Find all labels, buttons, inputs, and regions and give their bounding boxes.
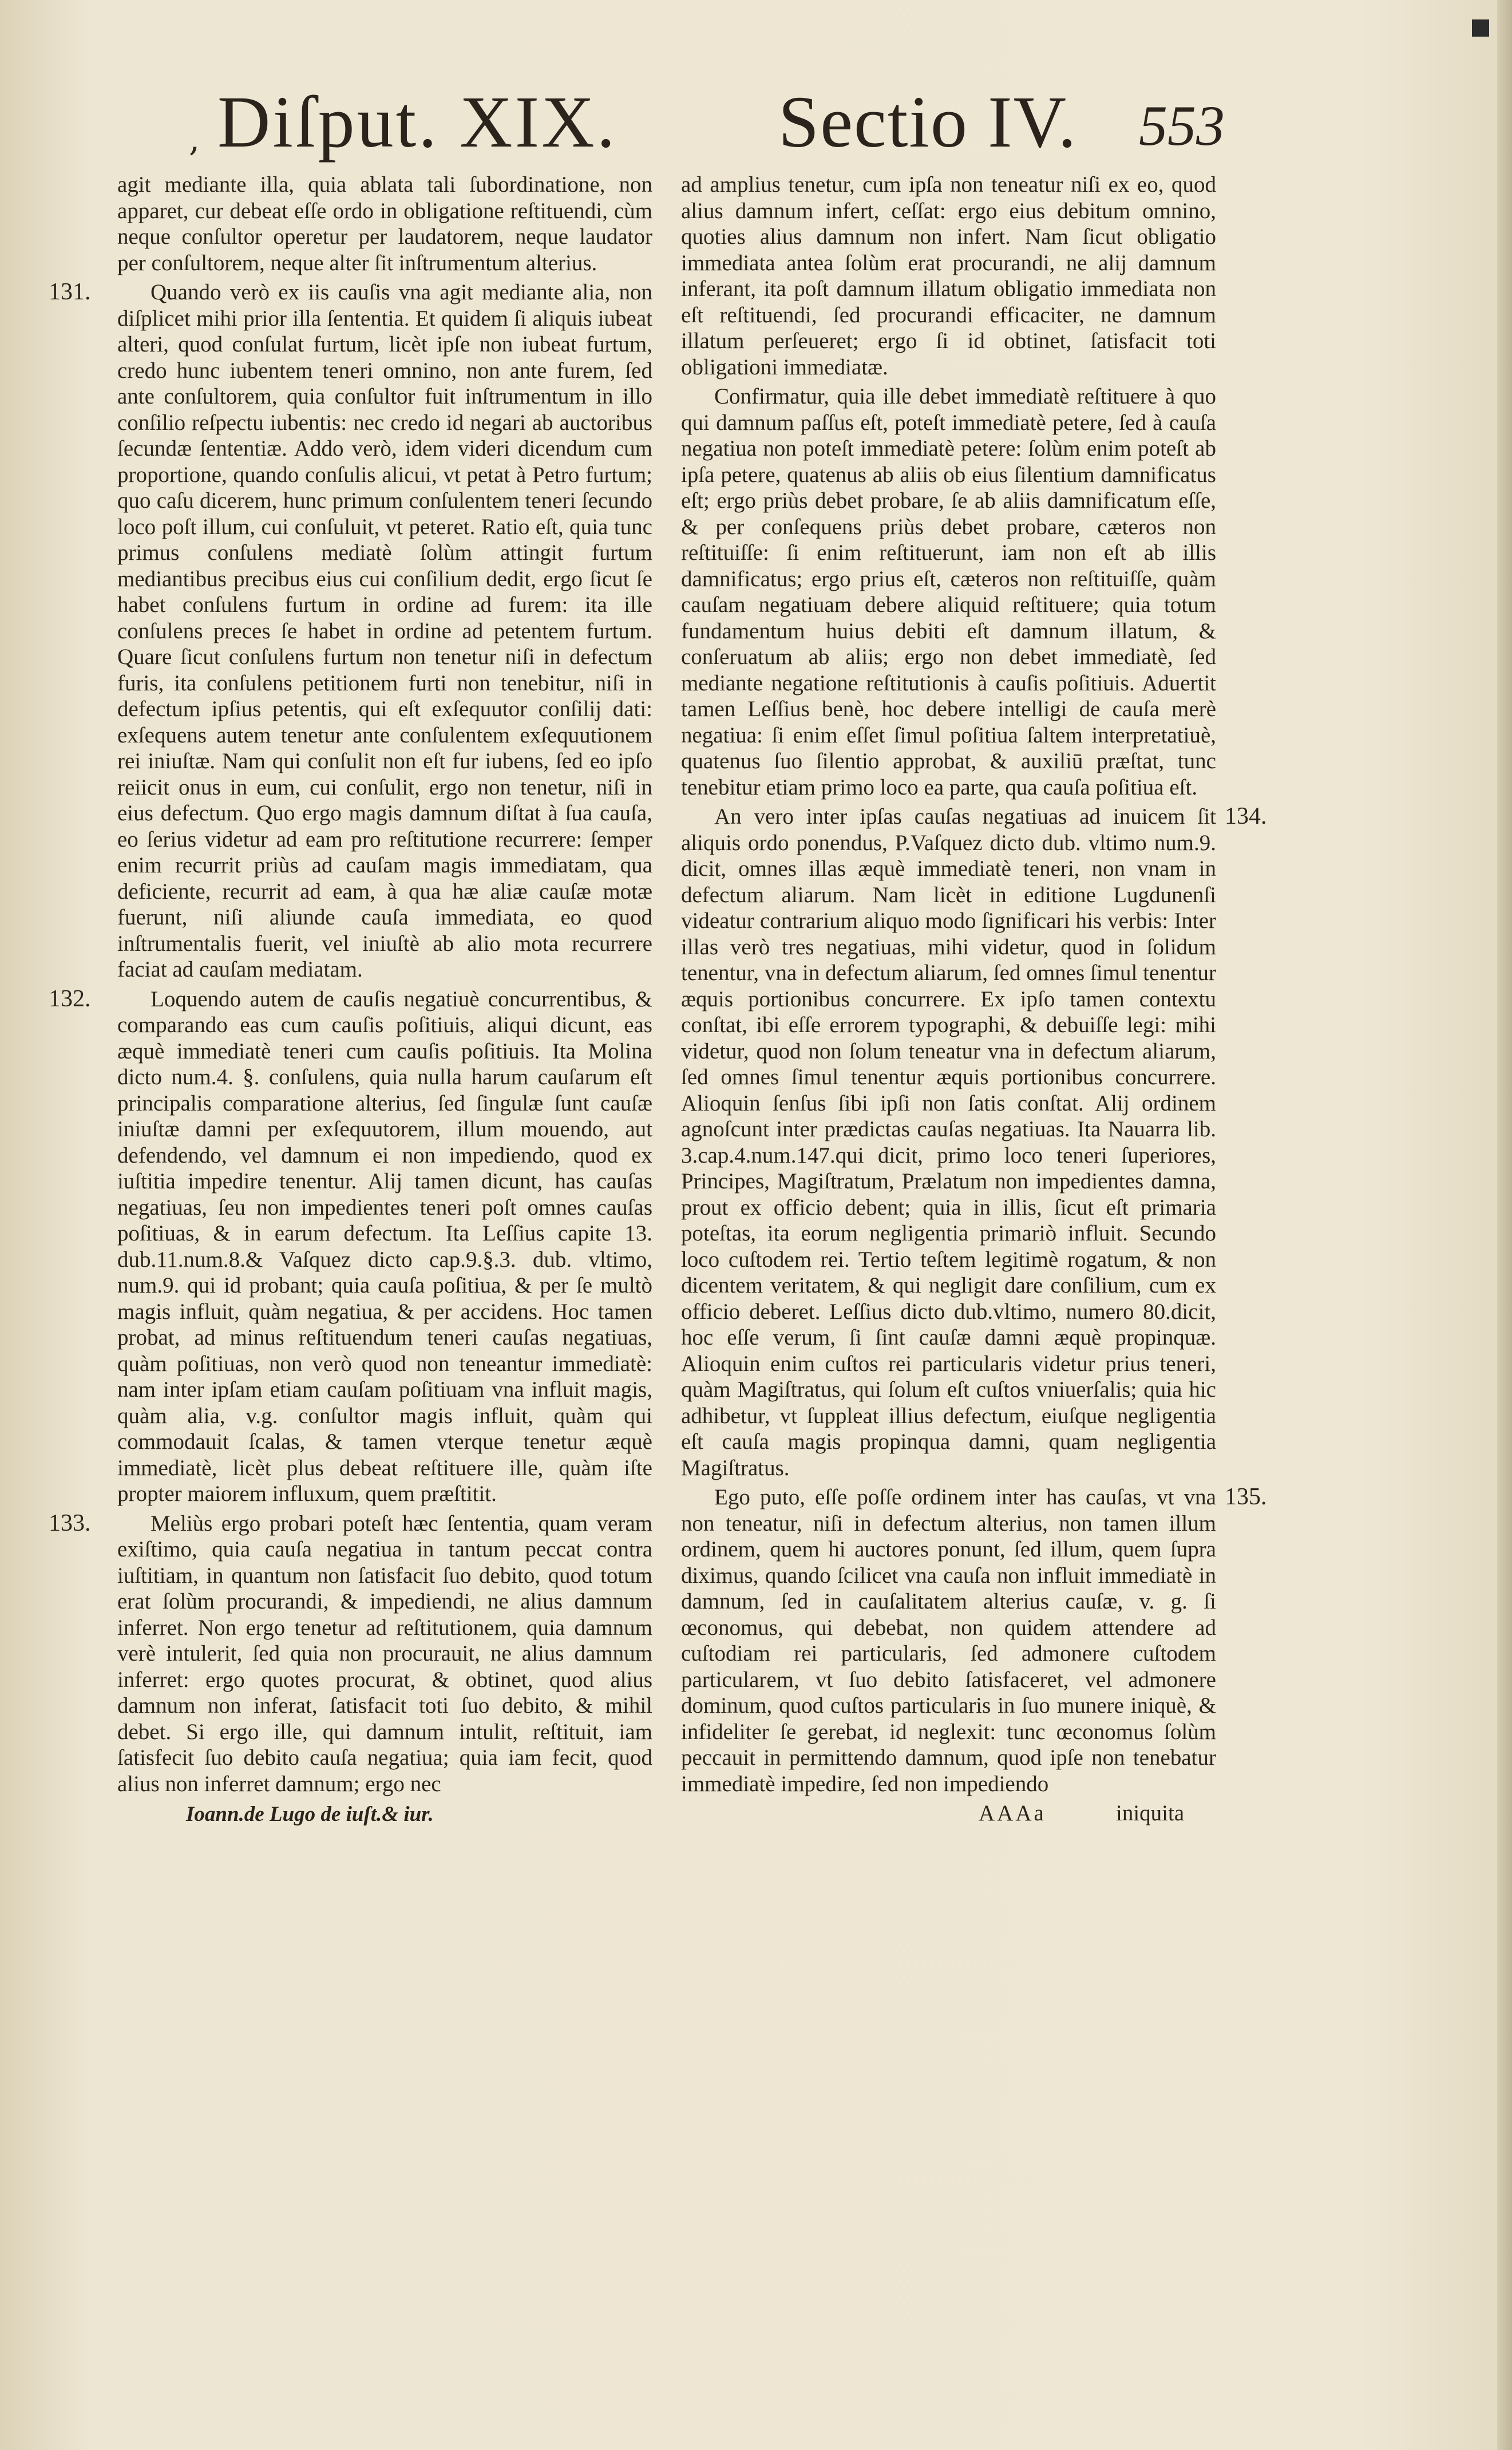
page-number: 553	[1139, 94, 1225, 157]
header-disputation: Diſput. XIX.	[217, 81, 618, 163]
corner-mark	[1472, 19, 1489, 37]
paragraph-text: Loquendo autem de cauſis negatiuè concurrentibus, & comparando eas cum cauſis poſitiuis, aliqui dicunt, eas æquè immediatè teneri cum cauſis poſitiuis. Ita Molina dicto num.4. §. conſulens, quia nulla harum cauſarum eſt principalis comparatione alterius, ſed ſingulæ ſunt cauſæ iniuſtæ damni per exſequutorem, illum mouendo, aut defendendo, vel damnum ei non impediendo, quod ex iuſtitia impedire tenentur. Alij tamen dicunt, has cauſas negatiuas, ſeu non impedientes teneri poſt omnes cauſas poſitiuas, & in earum defectum. Ita Leſſius capite 13. dub.11.num.8.& Vaſquez dicto cap.9.§.3. dub. vltimo, num.9. qui id probant; quia cauſa poſitiua, & per ſe multò magis influit, quàm negatiua, & per accidens. Hoc tamen probat, ad minus reſtituendum teneri cauſas negatiuas, quàm poſitiuas, non verò quod non teneantur immediatè: nam inter ipſam etiam cauſam poſitiuam vna influit magis, quàm alia, v.g. conſultor magis influit, quàm qui commodauit ſcalas, & tamen vterque tenetur æquè immediatè, licèt plus debeat reſtituere ille, quàm iſte propter maiorem influxum, quem præſtitit.	[117, 986, 652, 1506]
paragraph-number: 134.	[1225, 803, 1267, 829]
header-section: Sectio IV.	[778, 81, 1078, 163]
paragraph-text: Confirmatur, quia ille debet immediatè reſtituere à quo qui damnum paſſus eſt, poteſt immediatè petere, ſed à cauſa negatiua non poteſt immediatè petere: ſolùm enim poteſt ab ipſa petere, quatenus ab aliis ob eius ſilentium damnificatus eſt; ergo priùs debet probare, ſe ab aliis damnificatum eſſe, & per conſequens priùs debet probare, cæteros non reſtituiſſe: ſi enim reſtituerunt, iam non eſt ab illis damnificatus; ergo prius eſt, cæteros non reſtituiſſe, quàm cauſam negatiuam debere aliquid reſtituere; quia totum fundamentum huius debiti eſt damnum illatum, & conſeruatum ab aliis; ergo non debet immediatè, ſed mediante negatione reſtitutionis à cauſis poſitiuis. Aduertit tamen Leſſius benè, hoc debere intelligi de cauſa merè negatiua: ſi enim eſſet ſimul poſitiua ſaltem interpretatiuè, quatenus ſuo ſilentio approbat, & auxiliū præſtat, tunc tenebitur etiam primo loco ea parte, qua cauſa poſitiua eſt.	[681, 384, 1216, 800]
author-signature: Ioann.de Lugo de iuſt.& iur.	[186, 1803, 434, 1826]
paragraph	[49, 985, 652, 1507]
paragraph	[681, 1484, 1267, 1797]
paragraph-number: 132.	[49, 985, 91, 1012]
paragraph	[117, 172, 652, 276]
paragraph-number: 135.	[1225, 1484, 1267, 1510]
header-mark: ,	[189, 119, 200, 159]
left-column	[49, 172, 652, 1828]
paragraph-text: An vero inter ipſas cauſas negatiuas ad inuicem ſit aliquis ordo ponendus, P.Vaſquez dicto dub. vltimo num.9. dicit, omnes illas æquè immediatè teneri, non vnam in defectum aliarum. Nam licèt in editione Lugdunenſi videatur contrarium aliquo modo ſignificari his verbis: Inter illas verò tres negatiuas, mihi videtur, quod in ſolidum tenentur, vna in defectum aliarum, ſed omnes ſimul tenentur æquis portionibus concurrere. Ex ipſo tamen contextu conſtat, ibi eſſe errorem typographi, & debuiſſe legi: mihi videtur, quod non ſolum teneatur vna in defectum aliarum, ſed omnes ſimul tenentur æquis portionibus concurrere. Alioquin ſenſus ſibi ipſi non ſatis conſtat. Alij ordinem agnoſcunt inter prædictas cauſas negatiuas. Ita Nauarra lib. 3.cap.4.num.147.qui dicit, primo loco teneri ſuperiores, Principes, Magiſtratum, Prælatum non impedientes damna, prout ex officio debent; quia in illis, ſicut eſt primaria poteſtas, ita eorum negligentia primariò influit. Secundo loco cuſtodem rei. Tertio teſtem legitimè rogatum, & non dicentem veritatem, & qui negligit dare conſilium, cum ex officio deberet. Leſſius dicto dub.vltimo, numero 80.dicit, hoc eſſe verum, ſi ſint cauſæ damni æquè propinquæ. Alioquin enim cuſtos rei particularis videtur prius teneri, quàm Magiſtratus, qui ſolum eſt cuſtos vniuerſalis; quia hic adhibetur, vt ſuppleat illius defectum, eiuſque negligentia eſt cauſa magis propinqua damni, quam negligentia Magiſtratus.	[681, 804, 1216, 1480]
paragraph-number: 131.	[49, 279, 91, 305]
catchword: iniquita	[1116, 1801, 1185, 1825]
paragraph-text: Ego puto, eſſe poſſe ordinem inter has cauſas, vt vna non teneatur, niſi in defectum alterius, non tamen illum ordinem, quem hi auctores ponunt, ſed illum, quem ſupra diximus, quando ſcilicet vna cauſa non influit immediatè in damnum, ſed in cauſalitatem alterius cauſæ, v. g. ſi œconomus, qui debebat, non quidem attendere ad cuſtodiam rei particularis, ſed admonere cuſtodem particularem, vt ſuo debito ſatisfaceret, vel admonere dominum, quod cuſtos particularis in ſuo munere iniquè, & infideliter ſe gerebat, id neglexit: tunc œconomus ſolùm peccauit in permittendo damnum, quod ipſe non tenebatur immediatè impedire, ſed non impediendo	[681, 1485, 1216, 1796]
paragraph	[681, 172, 1216, 380]
paragraph-text: agit mediante illa, quia ablata tali ſubordinatione, non apparet, cur debeat eſſe ordo in obligatione reſtituendi, cùm neque conſultor operetur per laudatorem, neque laudator per conſultorem, neque alter ſit inſtrumentum alterius.	[117, 172, 652, 275]
page-edge	[1497, 0, 1512, 2450]
paragraph	[681, 803, 1267, 1481]
paragraph-number: 133.	[49, 1509, 91, 1536]
right-column	[681, 172, 1267, 1829]
paragraph	[49, 279, 652, 983]
paragraph-text: Meliùs ergo probari poteſt hæc ſententia, quam veram exiſtimo, quia cauſa negatiua in tantum peccat contra iuſtitiam, in quantum non ſatisfacit ſuo debito, quod totum erat ſolùm procurandi, & impediendi, ne alius damnum inferret. Non ergo tenetur ad reſtitutionem, quia damnum verè intulerit, ſed quia non procurauit, ne alius damnum inferret: ergo quotes procurat, & obtinet, quod alius damnum non inferat, ſatisfacit toti ſuo debito, & mihil debet. Si ergo ille, qui damnum intulit, reſtituit, iam ſatisfecit ſuo debito cauſa negatiua; quia iam fecit, quod alius non inferret damnum; ergo nec	[117, 1511, 652, 1796]
page-footer	[681, 1800, 1216, 1829]
paragraph	[681, 384, 1216, 800]
paragraph	[49, 1509, 652, 1797]
paragraph-text: Quando verò ex iis cauſis vna agit mediante alia, non diſplicet mihi prior illa ſententia. Et quidem ſi aliquis iubeat alteri, quod conſulat furtum, licèt ipſe non iubeat furtum, credo hunc iubentem teneri omnino, non ante furem, ſed ante conſultorem, quia conſultor fuit inſtrumentum in illo conſilio reſpectu iubentis: nec credo id negari ab auctoribus ſecundæ ſententiæ. Addo verò, idem videri dicendum cum proportione, quando conſulis alicui, vt petat à Petro furtum; quo caſu dicerem, hunc primum conſulentem teneri ſecundo loco poſt illum, cui conſuluit, vt peteret. Ratio eſt, quia tunc primus conſulens mediatè ſolùm attingit furtum mediantibus precibus eius cui conſilium dedit, ergo ſicut ſe habet conſulens furtum in ordine ad furem: ita ille conſulens preces ſe habet in ordine ad petentem furtum. Quare ſicut conſulens furtum non tenetur niſi in defectum furis, ita conſulens petitionem furti non tenebitur, niſi in defectum ipſius petentis, qui eſt exſequutor conſilij dati: exſequens autem tenetur ante conſulentem exſequutionem rei iniuſtæ. Nam qui conſulit non eſt fur iubens, ſed eo ipſo reiicit onus in eum, cui conſulit, ergo non tenetur, niſi in eius defectum. Quo ergo magis damnum diſtat à ſua cauſa, eo ſerius videtur ad eam pro reſtitutione recurrere: ſemper enim recurrit priùs ad cauſam magis immediatam, qua deficiente, recurrit ad eam, à qua hæ aliæ cauſæ motæ fuerunt, niſi aliunde cauſa immediata, eo quod inſtrumentalis fuerit, vel iniuſtè ab alio mota recurrere faciat ad cauſam mediatam.	[117, 280, 652, 982]
signature-mark: AAAa	[979, 1801, 1046, 1825]
running-header	[0, 80, 1512, 166]
paragraph-text: ad amplius tenetur, cum ipſa non teneatur niſi ex eo, quod alius damnum infert, ceſſat: ergo eius debitum omnino, quoties alius damnum non infert. Nam ſicut obligatio immediata antea ſolùm erat procurandi, ne alij damnum inferant, ita poſt damnum illatum obligatio immediata non eſt reſtituendi, ſed procurandi efficaciter, ne damnum illatum perſeueret; ergo ſi id obtinet, ſatisfacit toti obligationi immediatæ.	[681, 172, 1216, 380]
